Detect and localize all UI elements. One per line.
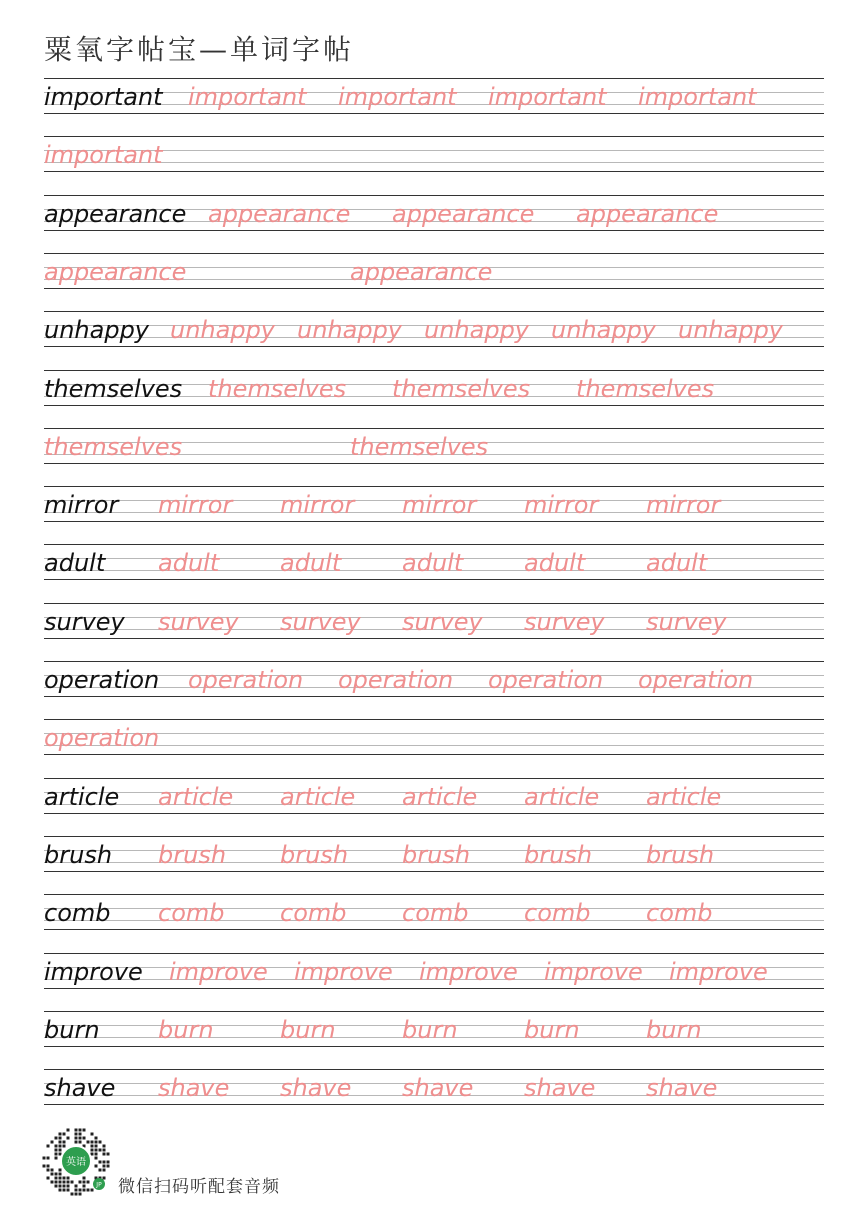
trace-word: mirror	[280, 491, 355, 520]
qr-caption: 微信扫码听配套音频	[118, 1177, 280, 1197]
qr-dot	[55, 1145, 58, 1148]
trace-word: appearance	[392, 199, 535, 228]
practice-row	[44, 778, 824, 814]
guide-line	[44, 813, 824, 814]
practice-row	[44, 78, 824, 114]
qr-dot	[95, 1157, 98, 1160]
practice-row	[44, 894, 824, 930]
model-word: shave	[44, 1074, 116, 1103]
trace-word: improve	[544, 957, 643, 986]
trace-word: mirror	[402, 491, 477, 520]
qr-corner-label: JP	[96, 1181, 102, 1189]
row-words	[44, 1016, 824, 1046]
guide-line	[44, 195, 824, 196]
qr-dot	[63, 1177, 66, 1180]
guide-line	[44, 696, 824, 697]
guide-line	[44, 136, 824, 137]
practice-row	[44, 661, 824, 697]
qr-dot	[79, 1193, 82, 1196]
row-words	[44, 549, 824, 579]
qr-dot	[95, 1145, 98, 1148]
practice-row	[44, 428, 824, 464]
model-word: important	[44, 83, 163, 111]
model-word: unhappy	[44, 316, 150, 345]
qr-dot	[51, 1173, 54, 1176]
trace-word: improve	[669, 957, 768, 986]
trace-word: brush	[646, 840, 715, 869]
guide-line	[44, 78, 824, 79]
qr-dot	[83, 1129, 86, 1132]
practice-row	[44, 311, 824, 347]
practice-row	[44, 486, 824, 522]
qr-dot	[63, 1185, 66, 1188]
trace-word: shave	[158, 1074, 230, 1103]
guide-line	[44, 521, 824, 522]
qr-dot	[107, 1165, 110, 1168]
qr-dot	[71, 1181, 74, 1184]
row-words	[44, 1074, 824, 1104]
qr-dot	[95, 1153, 98, 1156]
trace-word: adult	[646, 549, 708, 578]
qr-dot	[55, 1137, 58, 1140]
model-word: mirror	[44, 491, 119, 520]
row-words	[44, 783, 824, 813]
trace-word: adult	[402, 549, 464, 578]
qr-dot	[55, 1157, 58, 1160]
qr-dot	[75, 1129, 78, 1132]
guide-line	[44, 230, 824, 231]
trace-word: survey	[524, 607, 605, 636]
qr-dot	[59, 1169, 62, 1172]
row-words	[44, 433, 824, 463]
qr-dot	[59, 1153, 62, 1156]
practice-row	[44, 136, 824, 172]
guide-line	[44, 171, 824, 172]
qr-dot	[83, 1177, 86, 1180]
guide-line	[44, 463, 824, 464]
qr-dot	[91, 1141, 94, 1144]
trace-word: important	[488, 83, 607, 111]
practice-row	[44, 544, 824, 580]
qr-dot	[75, 1185, 78, 1188]
practice-row	[44, 953, 824, 989]
row-words	[44, 83, 824, 113]
trace-word: comb	[158, 899, 225, 928]
guide-line	[44, 1104, 824, 1105]
qr-dot	[55, 1149, 58, 1152]
guide-line	[44, 1069, 824, 1070]
qr-dot	[91, 1145, 94, 1148]
qr-dot	[63, 1133, 66, 1136]
guide-line	[44, 311, 824, 312]
qr-dot	[75, 1133, 78, 1136]
trace-word: shave	[524, 1074, 596, 1103]
qr-dot	[99, 1169, 102, 1172]
qr-dot	[103, 1177, 106, 1180]
row-words	[44, 841, 824, 871]
qr-dot	[63, 1141, 66, 1144]
trace-word: comb	[524, 899, 591, 928]
trace-word: improve	[169, 957, 268, 986]
qr-dot	[103, 1145, 106, 1148]
row-words	[44, 724, 824, 754]
trace-word: article	[524, 782, 600, 811]
qr-dot	[43, 1165, 46, 1168]
guide-line	[44, 894, 824, 895]
guide-line	[44, 719, 824, 720]
guide-line	[44, 603, 824, 604]
practice-row	[44, 836, 824, 872]
qr-dot	[59, 1185, 62, 1188]
trace-word: important	[338, 83, 457, 111]
qr-dot	[67, 1129, 70, 1132]
qr-dot	[95, 1149, 98, 1152]
trace-word: shave	[646, 1074, 718, 1103]
model-word: themselves	[44, 374, 183, 403]
trace-word: mirror	[646, 491, 721, 520]
trace-word: operation	[188, 666, 304, 694]
trace-word: article	[280, 782, 356, 811]
practice-row	[44, 1011, 824, 1047]
qr-dot	[99, 1149, 102, 1152]
qr-dot	[83, 1137, 86, 1140]
qr-dot	[103, 1153, 106, 1156]
qr-dot	[75, 1193, 78, 1196]
qr-dot	[67, 1137, 70, 1140]
trace-word: operation	[338, 666, 454, 694]
qr-dot	[83, 1181, 86, 1184]
row-words	[44, 666, 824, 696]
row-words	[44, 141, 824, 171]
qr-dot	[75, 1189, 78, 1192]
row-words	[44, 899, 824, 929]
qr-dot	[55, 1173, 58, 1176]
trace-word: burn	[402, 1015, 458, 1044]
row-words	[44, 958, 824, 988]
qr-dot	[59, 1181, 62, 1184]
qr-dot	[75, 1141, 78, 1144]
qr-dot	[103, 1165, 106, 1168]
model-word: adult	[44, 549, 106, 578]
qr-dot	[63, 1145, 66, 1148]
trace-word: important	[638, 83, 757, 111]
guide-line	[44, 428, 824, 429]
qr-dot	[103, 1169, 106, 1172]
qr-dot	[55, 1185, 58, 1188]
practice-row	[44, 719, 824, 755]
qr-dot	[91, 1153, 94, 1156]
guide-line	[44, 253, 824, 254]
qr-dot	[67, 1181, 70, 1184]
model-word: comb	[44, 899, 111, 928]
trace-word: survey	[402, 607, 483, 636]
guide-line	[44, 988, 824, 989]
qr-dot	[67, 1185, 70, 1188]
trace-word: unhappy	[424, 316, 530, 345]
qr-dot	[95, 1165, 98, 1168]
qr-dot	[79, 1141, 82, 1144]
model-word: brush	[44, 840, 113, 869]
qr-dot	[47, 1169, 50, 1172]
qr-code[interactable]	[42, 1128, 112, 1198]
guide-line	[44, 346, 824, 347]
trace-word: survey	[280, 607, 361, 636]
qr-dot	[83, 1189, 86, 1192]
trace-word: brush	[280, 840, 349, 869]
qr-dot	[59, 1149, 62, 1152]
qr-dot	[95, 1141, 98, 1144]
qr-dot	[47, 1165, 50, 1168]
guide-line	[44, 929, 824, 930]
trace-word: brush	[402, 840, 471, 869]
guide-line	[44, 544, 824, 545]
row-words	[44, 258, 824, 288]
trace-word: adult	[158, 549, 220, 578]
trace-word: burn	[158, 1015, 214, 1044]
trace-word: operation	[638, 666, 754, 694]
trace-word: appearance	[576, 199, 719, 228]
guide-line	[44, 638, 824, 639]
trace-word: operation	[44, 724, 160, 753]
trace-word: improve	[294, 957, 393, 986]
model-word: burn	[44, 1015, 100, 1044]
trace-word: article	[646, 782, 722, 811]
trace-word: themselves	[576, 374, 715, 403]
qr-dot	[83, 1185, 86, 1188]
qr-dot	[79, 1137, 82, 1140]
qr-dot	[55, 1177, 58, 1180]
qr-dot	[55, 1153, 58, 1156]
trace-word: unhappy	[297, 316, 403, 345]
qr-dot	[75, 1137, 78, 1140]
trace-word: mirror	[158, 491, 233, 520]
qr-dot	[59, 1133, 62, 1136]
trace-word: unhappy	[551, 316, 657, 345]
qr-dot	[51, 1169, 54, 1172]
qr-dot	[47, 1145, 50, 1148]
qr-dot	[59, 1137, 62, 1140]
qr-dot	[87, 1141, 90, 1144]
trace-word: themselves	[350, 432, 489, 461]
trace-word: survey	[158, 607, 239, 636]
guide-line	[44, 486, 824, 487]
trace-word: important	[44, 141, 163, 170]
qr-dot	[79, 1133, 82, 1136]
trace-word: comb	[646, 899, 713, 928]
trace-word: themselves	[44, 432, 183, 461]
trace-word: brush	[158, 840, 227, 869]
qr-dot	[71, 1193, 74, 1196]
qr-dot	[99, 1161, 102, 1164]
row-words	[44, 200, 824, 230]
trace-word: survey	[646, 607, 727, 636]
row-words	[44, 491, 824, 521]
qr-dot	[79, 1129, 82, 1132]
qr-dot	[59, 1145, 62, 1148]
qr-dot	[87, 1189, 90, 1192]
qr-dot	[43, 1157, 46, 1160]
trace-word: appearance	[350, 257, 493, 286]
qr-dot	[79, 1181, 82, 1184]
qr-dot	[51, 1141, 54, 1144]
qr-dot	[63, 1189, 66, 1192]
trace-word: shave	[280, 1074, 352, 1103]
qr-dot	[79, 1189, 82, 1192]
trace-word: burn	[646, 1015, 702, 1044]
trace-word: unhappy	[678, 316, 784, 345]
practice-row	[44, 370, 824, 406]
qr-dot	[107, 1153, 110, 1156]
qr-dot	[103, 1161, 106, 1164]
trace-word: themselves	[208, 374, 347, 403]
qr-dot	[67, 1189, 70, 1192]
qr-dot	[99, 1141, 102, 1144]
guide-line	[44, 1011, 824, 1012]
qr-dot	[103, 1149, 106, 1152]
guide-line	[44, 871, 824, 872]
trace-word: shave	[402, 1074, 474, 1103]
trace-word: appearance	[44, 257, 187, 286]
trace-word: mirror	[524, 491, 599, 520]
practice-row	[44, 253, 824, 289]
trace-word: adult	[524, 549, 586, 578]
trace-word: brush	[524, 840, 593, 869]
trace-word: appearance	[208, 199, 351, 228]
trace-word: burn	[524, 1015, 580, 1044]
guide-line	[44, 754, 824, 755]
model-word: article	[44, 782, 120, 811]
qr-dot	[87, 1181, 90, 1184]
qr-dot	[47, 1177, 50, 1180]
qr-badge-label: 英语	[66, 1157, 86, 1168]
trace-word: themselves	[392, 374, 531, 403]
qr-dot	[59, 1189, 62, 1192]
qr-dot	[59, 1177, 62, 1180]
practice-row	[44, 603, 824, 639]
qr-dot	[91, 1149, 94, 1152]
qr-dot	[47, 1157, 50, 1160]
qr-dot	[55, 1181, 58, 1184]
guide-line	[44, 778, 824, 779]
qr-dot	[59, 1173, 62, 1176]
qr-dot	[63, 1181, 66, 1184]
trace-word: adult	[280, 549, 342, 578]
qr-dot	[59, 1141, 62, 1144]
qr-dot	[91, 1133, 94, 1136]
trace-word: important	[188, 83, 307, 111]
qr-dot	[51, 1181, 54, 1184]
row-words	[44, 608, 824, 638]
practice-row	[44, 195, 824, 231]
model-word: operation	[44, 666, 160, 694]
trace-word: article	[402, 782, 478, 811]
trace-word: comb	[280, 899, 347, 928]
guide-line	[44, 579, 824, 580]
guide-line	[44, 1046, 824, 1047]
qr-dot	[95, 1137, 98, 1140]
model-word: appearance	[44, 199, 187, 228]
qr-dot	[107, 1161, 110, 1164]
guide-line	[44, 288, 824, 289]
model-word: survey	[44, 607, 125, 636]
trace-word: comb	[402, 899, 469, 928]
guide-line	[44, 836, 824, 837]
trace-word: article	[158, 782, 234, 811]
guide-line	[44, 661, 824, 662]
trace-word: improve	[419, 957, 518, 986]
trace-word: unhappy	[170, 316, 276, 345]
page-title: 粟氧字帖宝—单词字帖	[44, 33, 355, 66]
trace-word: burn	[280, 1015, 336, 1044]
model-word: improve	[44, 957, 143, 986]
guide-line	[44, 113, 824, 114]
qr-dot	[91, 1189, 94, 1192]
row-words	[44, 316, 824, 346]
qr-dot	[67, 1177, 70, 1180]
practice-row	[44, 1069, 824, 1105]
guide-line	[44, 405, 824, 406]
trace-word: operation	[488, 666, 604, 694]
row-words	[44, 375, 824, 405]
guide-line	[44, 953, 824, 954]
guide-line	[44, 370, 824, 371]
